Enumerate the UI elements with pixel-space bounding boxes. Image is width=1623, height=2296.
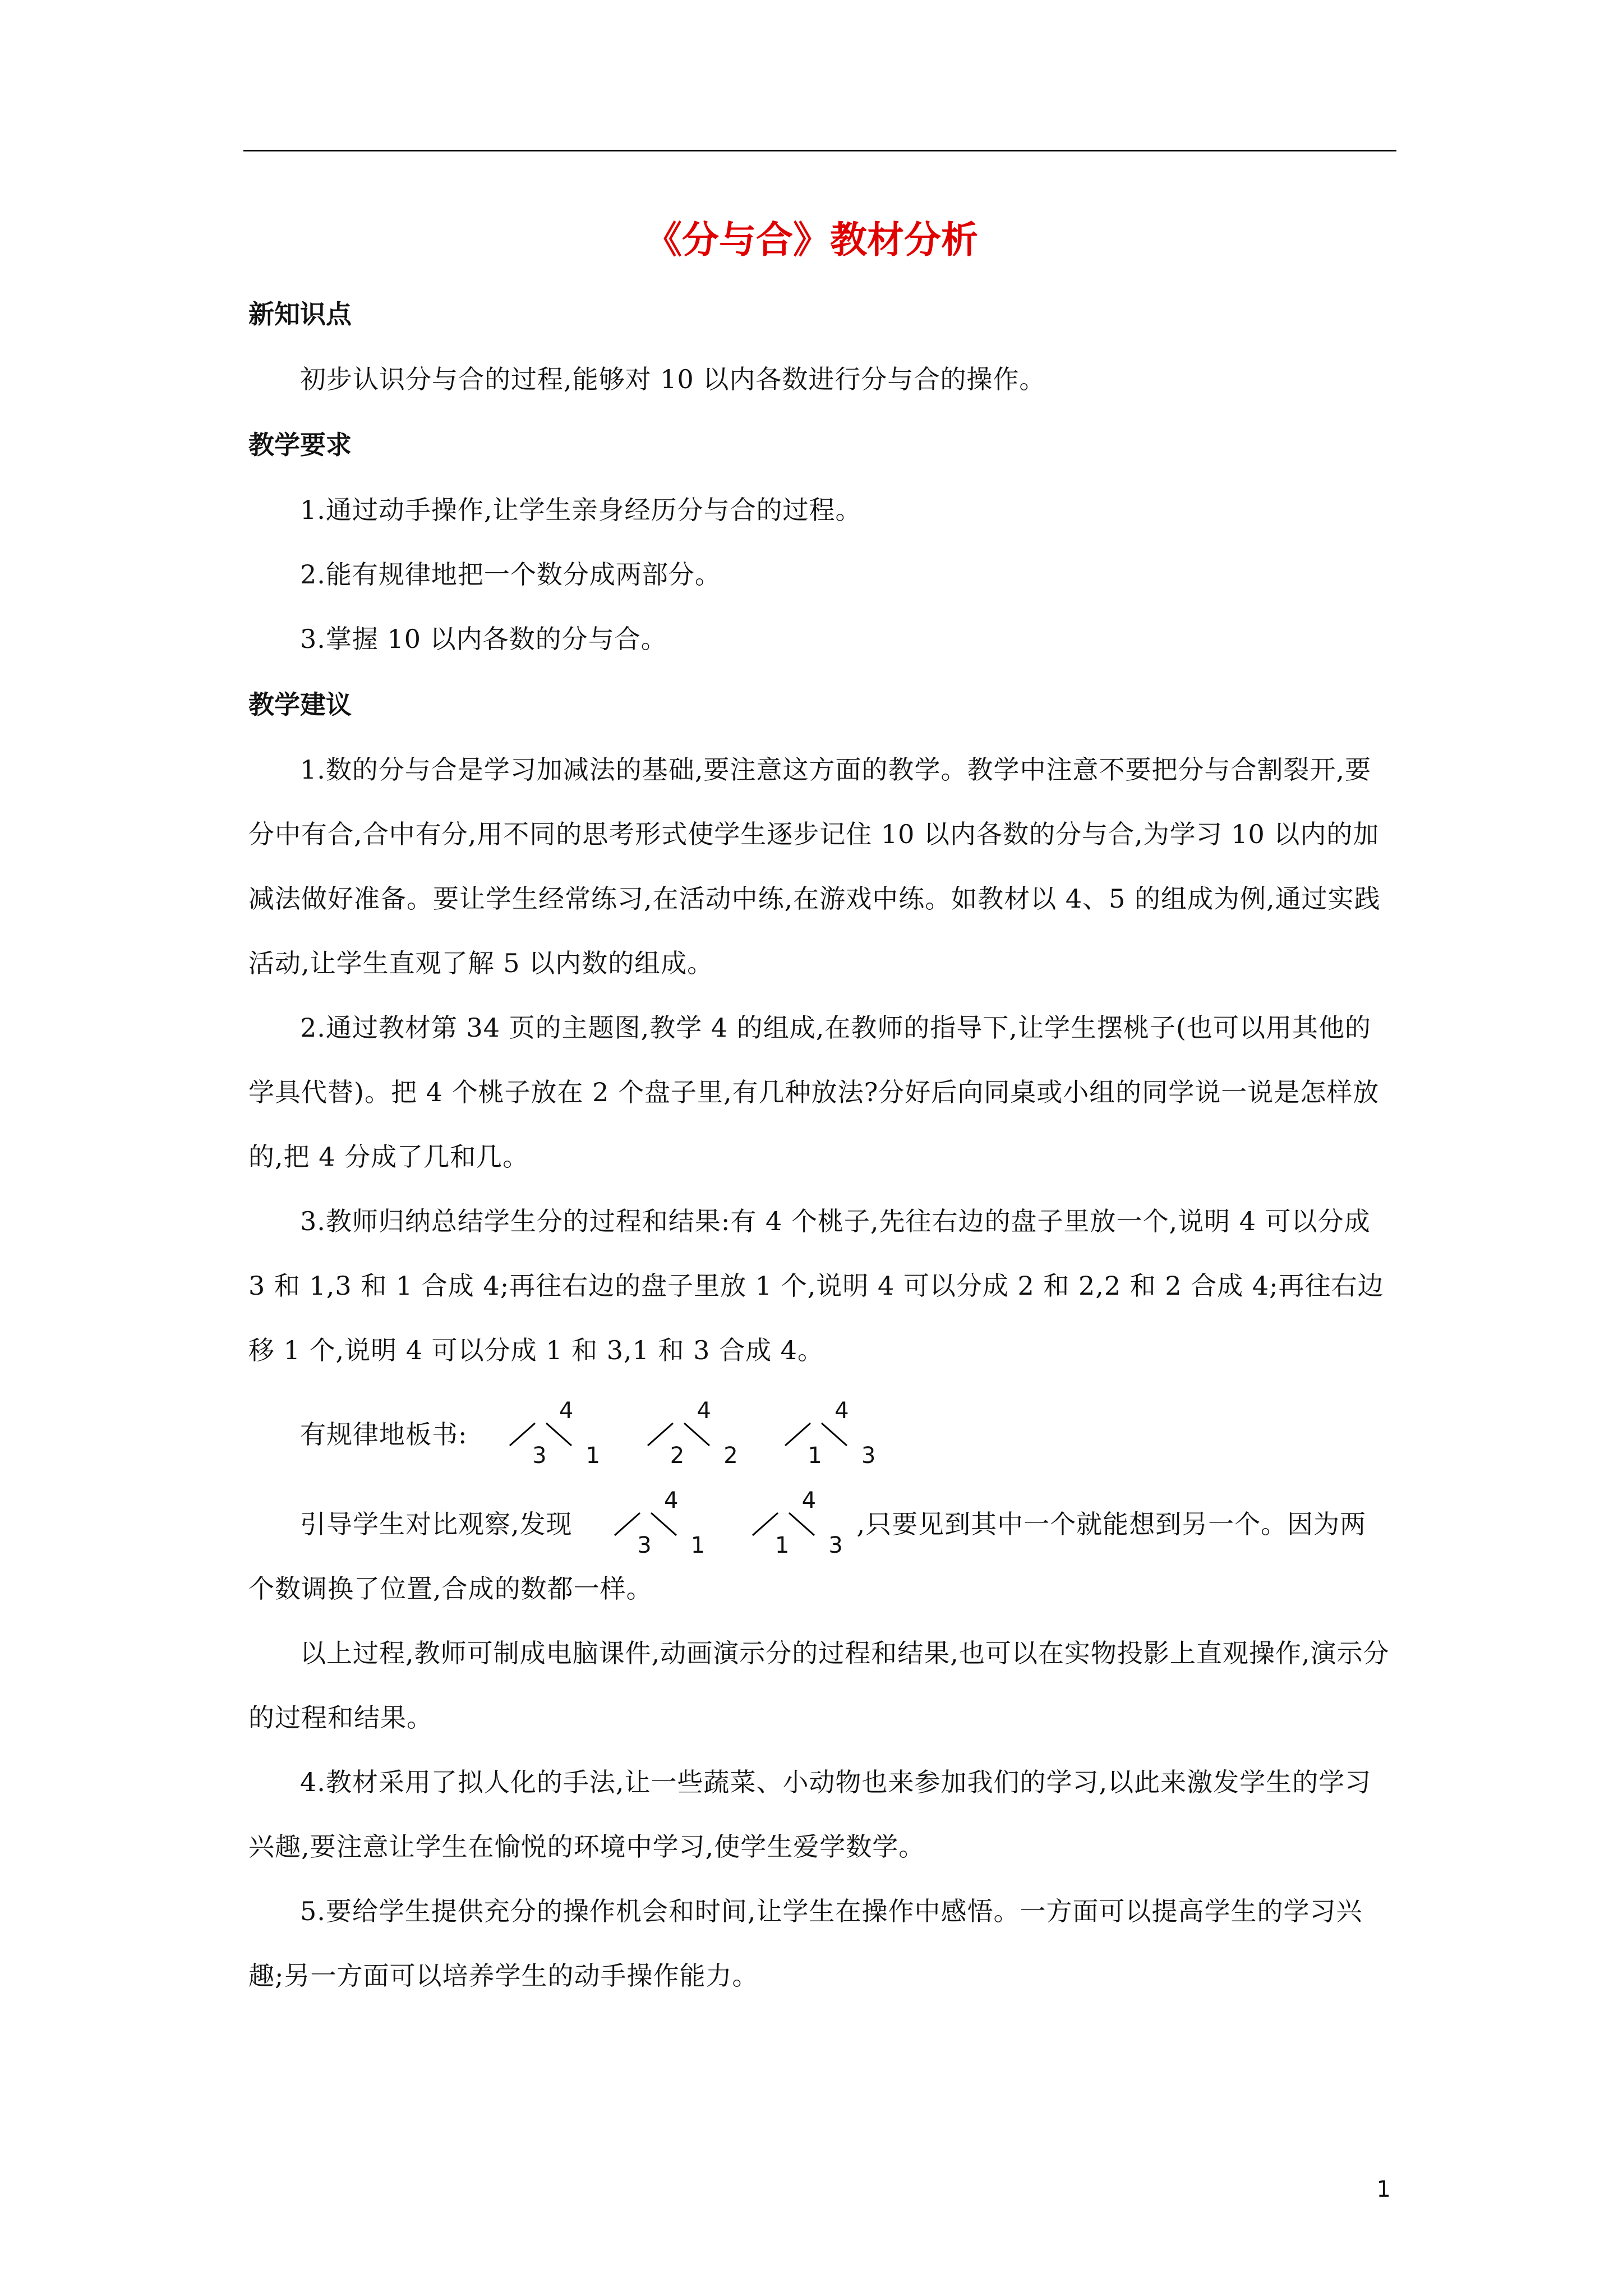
tree-left-part: 1 [774, 1533, 790, 1558]
tree-total: 4 [801, 1488, 817, 1513]
paragraph: 1.通过动手操作,让学生亲身经历分与合的过程。 [300, 495, 862, 525]
tree-left-part: 3 [637, 1533, 652, 1558]
paragraph: 初步认识分与合的过程,能够对 10 以内各数进行分与合的操作。 [300, 364, 1046, 394]
page-title: 《分与合》教材分析 [645, 218, 978, 261]
compare-example [248, 1489, 1393, 1621]
tree-right-part: 3 [861, 1443, 877, 1469]
board-label: 有规律地板书: [300, 1419, 468, 1450]
header-rule [243, 150, 1396, 151]
paragraph: 5.要给学生提供充分的操作机会和时间,让学生在操作中感悟。一方面可以提高学生的学习兴趣;另一方面可以培养学生的动手操作能力。 [248, 1896, 1363, 1991]
decomposition-tree [476, 1400, 605, 1467]
section-heading: 教学要求 [248, 430, 352, 460]
section-heading: 教学建议 [248, 689, 352, 720]
tree-left-part: 2 [670, 1443, 685, 1469]
decomposition-tree [614, 1400, 743, 1467]
tree-total: 4 [834, 1398, 850, 1424]
paragraph: 以上过程,教师可制成电脑课件,动画演示分的过程和结果,也可以在实物投影上直观操作,演示分的过程和结果。 [248, 1638, 1390, 1733]
decomposition-tree [719, 1489, 848, 1557]
tree-right-part: 3 [828, 1533, 843, 1558]
tree-left-part: 3 [532, 1443, 547, 1469]
paragraph: 1.数的分与合是学习加减法的基础,要注意这方面的教学。教学中注意不要把分与合割裂开,要分中有合,合中有分,用不同的思考形式使学生逐步记住 10 以内各数的分与合,为学习 10 以内的加减法做好准备。要让学生经常练习,在活动中练,在游戏中练。如教材以 4、5 的组成为例,通过实践活动,让学生直观了解 5 以内数的组成。 [248, 754, 1381, 978]
decomposition-tree [751, 1400, 880, 1467]
paragraph: 4.教材采用了拟人化的手法,让一些蔬菜、小动物也来参加我们的学习,以此来激发学生的学习兴趣,要注意让学生在愉悦的环境中学习,使学生爱学数学。 [248, 1767, 1372, 1862]
tree-right-part: 2 [723, 1443, 739, 1469]
tree-total: 4 [559, 1398, 574, 1424]
document-body [248, 295, 1393, 2008]
tree-left-part: 1 [808, 1443, 823, 1469]
board-example [248, 1400, 1393, 1467]
tree-right-part: 1 [585, 1443, 601, 1469]
tree-total: 4 [697, 1398, 712, 1424]
tree-right-part: 1 [690, 1533, 706, 1558]
decomposition-tree [581, 1489, 710, 1557]
paragraph: 2.通过教材第 34 页的主题图,教学 4 的组成,在教师的指导下,让学生摆桃子(也可以用其他的学具代替)。把 4 个桃子放在 2 个盘子里,有几种放法?分好后向同桌或小组的同学说一说是怎样放的,把 4 分成了几和几。 [248, 1013, 1380, 1172]
paragraph: 3.教师归纳总结学生分的过程和结果:有 4 个桃子,先往右边的盘子里放一个,说明 4 可以分成 3 和 1,3 和 1 合成 4;再往右边的盘子里放 1 个,说明 4 可以分成 2 和 2,2 和 2 合成 4;再往右边移 1 个,说明 4 可以分成 1 和 3,1 和 3 合成 4。 [248, 1206, 1384, 1365]
compare-prefix: 引导学生对比观察,发现 [300, 1509, 573, 1539]
compare-suffix: ,只要见到其中一个就能想到另一个。因为两个数调换了位置,合成的数都一样。 [248, 1509, 1367, 1604]
section-heading: 新知识点 [248, 299, 352, 329]
page-number: 1 [1376, 2177, 1391, 2202]
tree-total: 4 [664, 1488, 679, 1513]
paragraph: 3.掌握 10 以内各数的分与合。 [300, 624, 667, 654]
paragraph: 2.能有规律地把一个数分成两部分。 [300, 559, 721, 590]
